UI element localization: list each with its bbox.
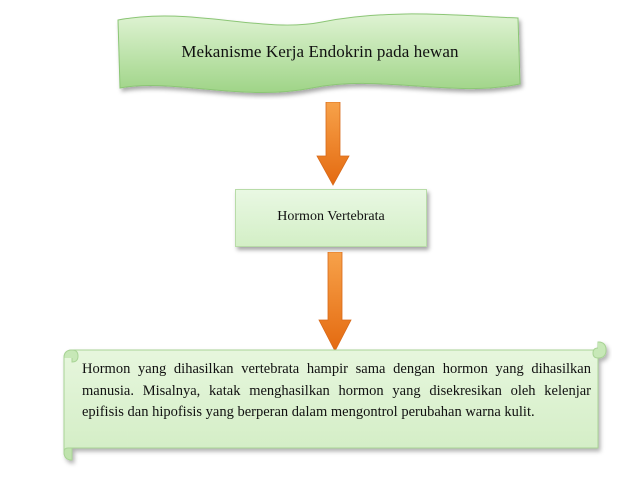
diagram-title: Mekanisme Kerja Endokrin pada hewan — [181, 42, 459, 61]
description-scroll — [58, 336, 612, 470]
vertebrate-hormone-box — [235, 189, 427, 247]
middle-box-label: Hormon Vertebrata — [277, 209, 385, 224]
description-text: Hormon yang dihasilkan vertebrata hampir sama dengan hormon yang dihasilkan manusia. Misalnya, katak menghasilkan hormon yang disekresikan oleh kelenjar epifisis dan hipofisis yang berperan dalam mengontrol perubahan warna kulit. — [82, 361, 591, 420]
down-arrow-icon — [316, 102, 350, 186]
title-banner — [112, 8, 528, 100]
